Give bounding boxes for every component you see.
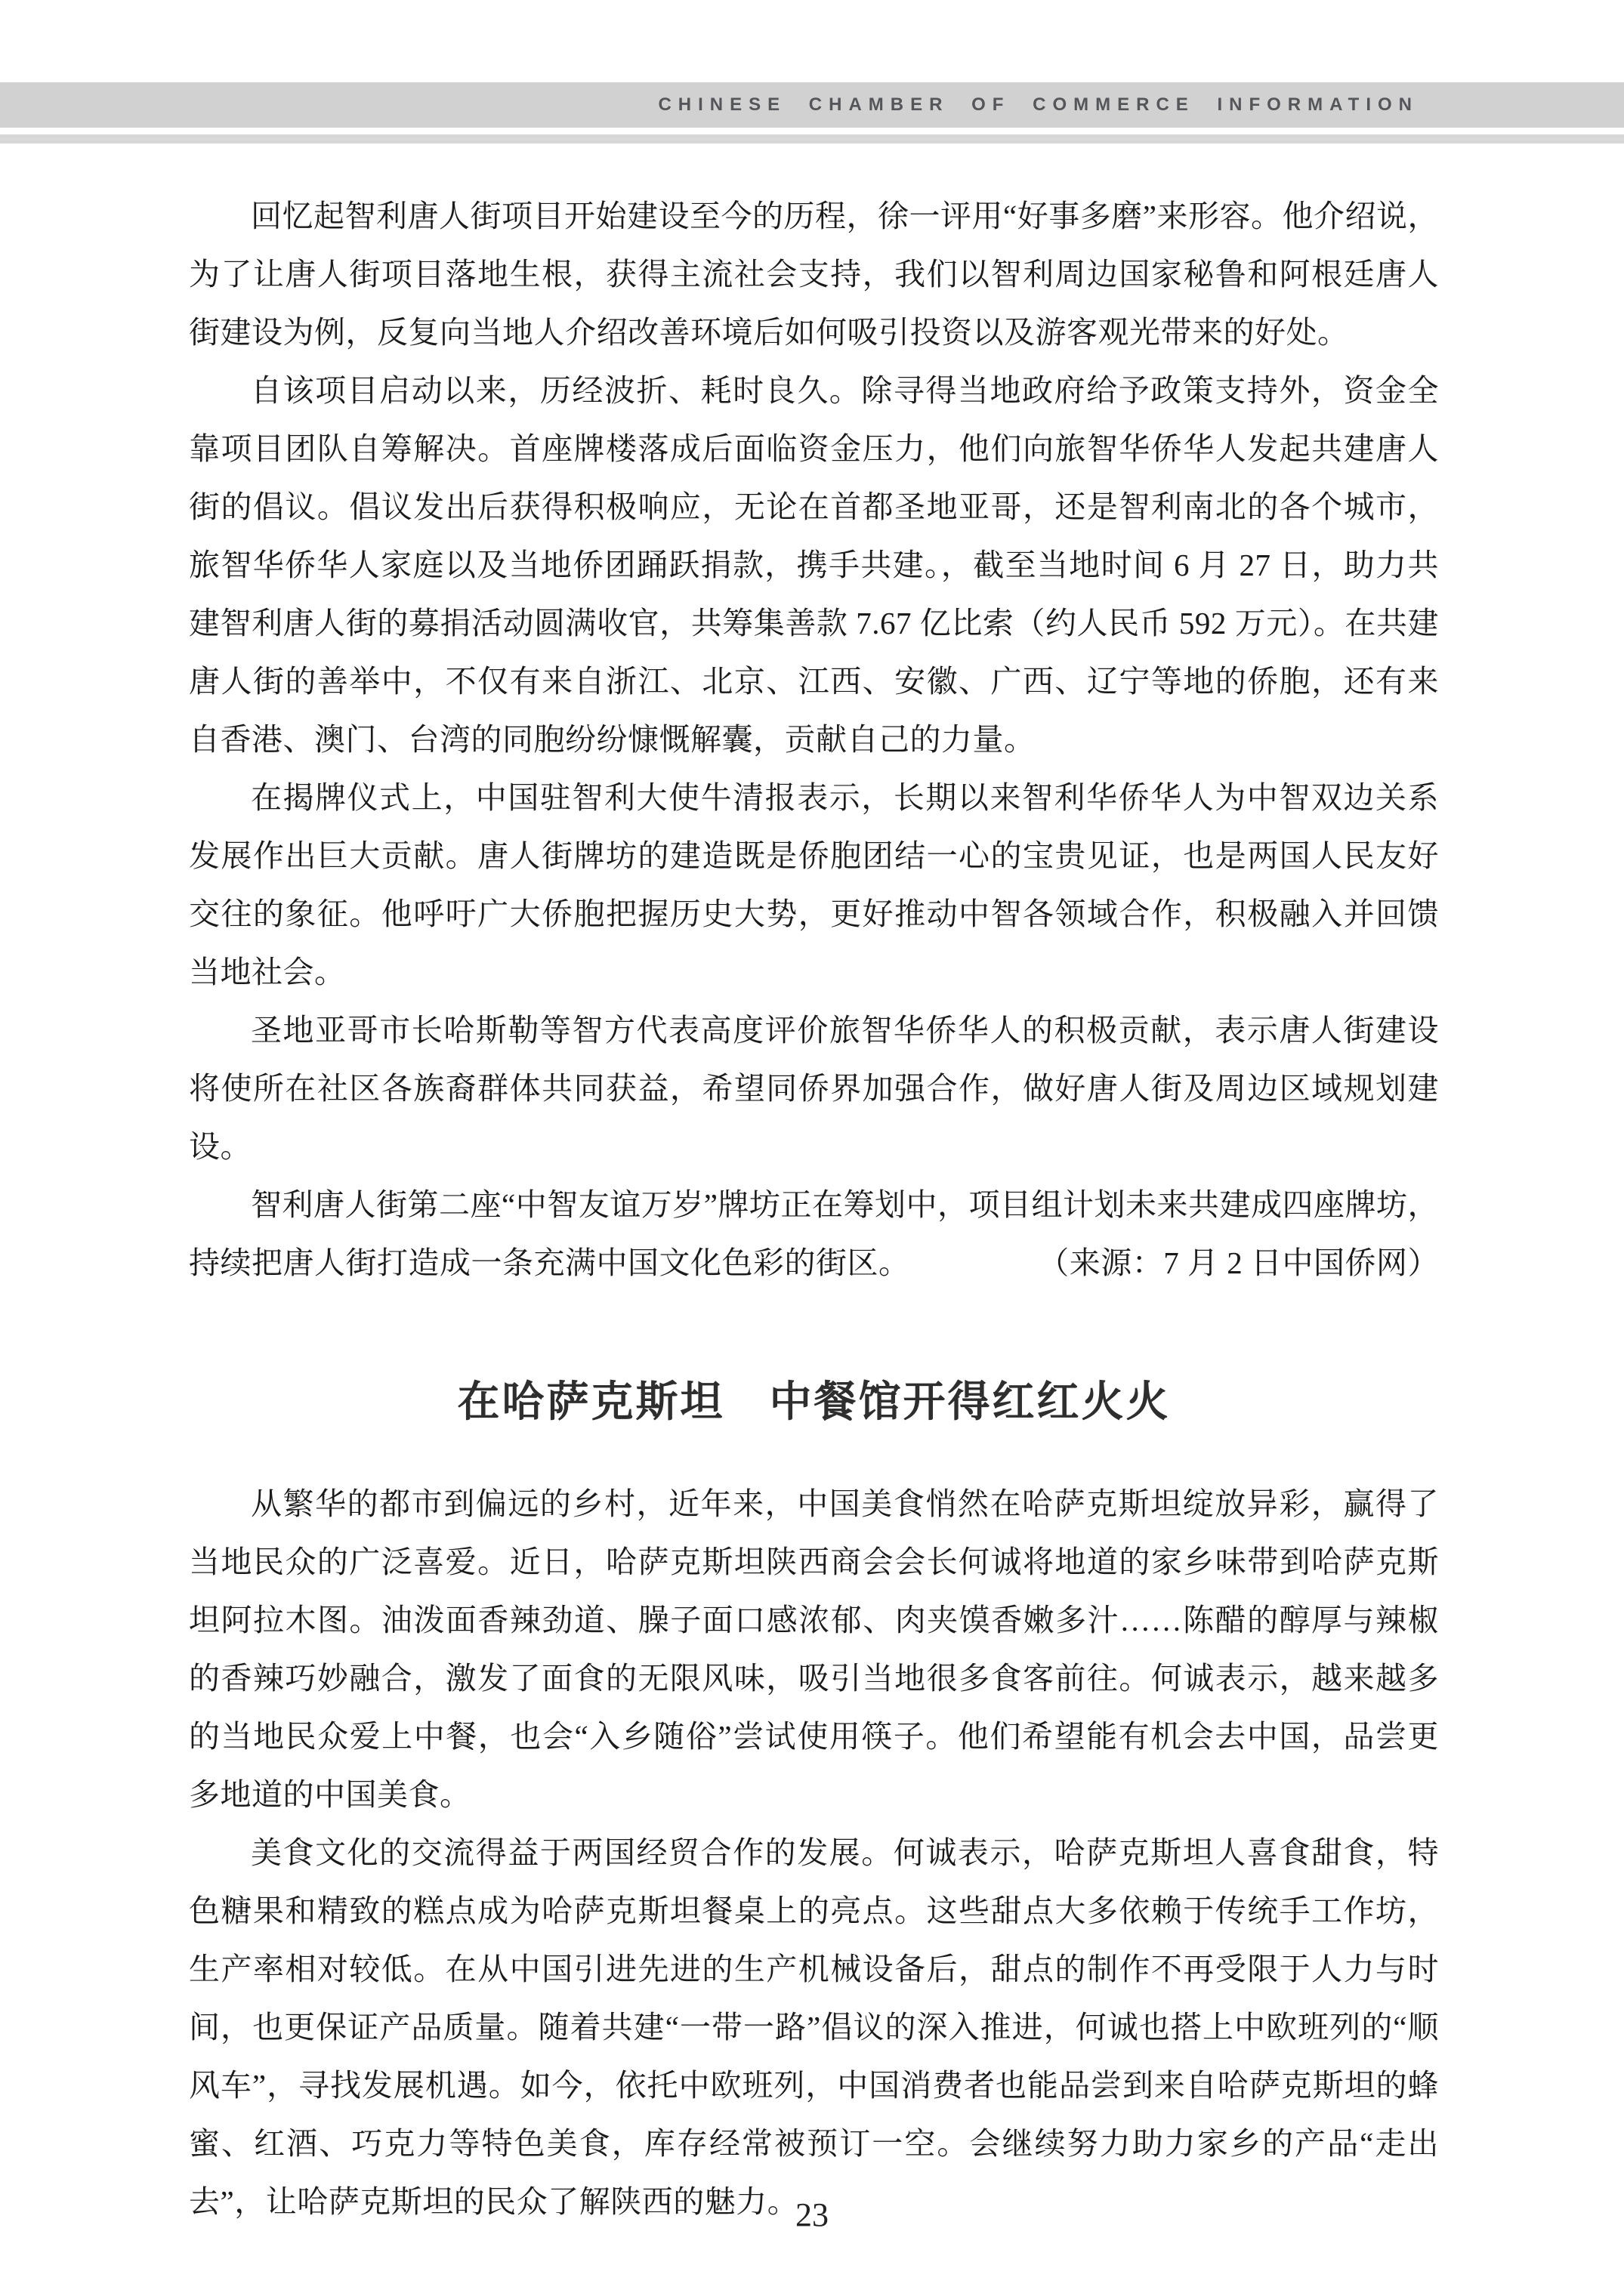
- source-note: （来源：7 月 2 日中国侨网）: [1038, 1245, 1439, 1280]
- article2-title: 在哈萨克斯坦 中餐馆开得红红火火: [457, 1378, 1171, 1425]
- article1-paragraph-3: 在揭牌仪式上，中国驻智利大使牛清报表示，长期以来智利华侨华人为中智双边关系发展作出巨大贡献。唐人街牌坊的建造既是侨胞团结一心的宝贵见证，也是两国人民友好交往的象征。他呼吁广大侨胞把握历史大势，更好推动中智各领域合作，积极融入并回馈当地社会。: [189, 780, 1439, 989]
- page-number: 23: [795, 2196, 829, 2233]
- article2-paragraph-2: 美食文化的交流得益于两国经贸合作的发展。何诚表示，哈萨克斯坦人喜食甜食，特色糖果和精致的糕点成为哈萨克斯坦餐桌上的亮点。这些甜点大多依赖于传统手工作坊，生产率相对较低。在从中国引进先进的生产机械设备后，甜点的制作不再受限于人力与时间，也更保证产品质量。随着共建“一带一路”倡议的深入推进，何诚也搭上中欧班列的“顺风车”，寻找发展机遇。如今，依托中欧班列，中国消费者也能品尝到来自哈萨克斯坦的蜂蜜、红酒、巧克力等特色美食，库存经常被预订一空。会继续努力助力家乡的产品“走出去”，让哈萨克斯坦的民众了解陕西的魅力。: [189, 1835, 1439, 2219]
- article1-paragraph-1: 回忆起智利唐人街项目开始建设至今的历程，徐一评用“好事多磨”来形容。他介绍说，为了让唐人街项目落地生根，获得主流社会支持，我们以智利周边国家秘鲁和阿根廷唐人街建设为例，反复向当地人介绍改善环境后如何吸引投资以及游客观光带来的好处。: [189, 199, 1439, 350]
- article1-paragraph-2: 自该项目启动以来，历经波折、耗时良久。除寻得当地政府给予政策支持外，资金全靠项目团队自筹解决。首座牌楼落成后面临资金压力，他们向旅智华侨华人发起共建唐人街的倡议。倡议发出后获得积极响应，无论在首都圣地亚哥，还是智利南北的各个城市，旅智华侨华人家庭以及当地侨团踊跃捐款，携手共建。，截至当地时间 6 月 27 日，助力共建智利唐人街的募捐活动圆满收官，共筹集善款 7.67 亿比索（约人民币 592 万元）。在共建唐人街的善举中，不仅有来自浙江、北京、江西、安徽、广西、辽宁等地的侨胞，还有来自香港、澳门、台湾的同胞纷纷慷慨解囊，贡献自己的力量。: [189, 373, 1439, 757]
- article2-paragraph-1: 从繁华的都市到偏远的乡村，近年来，中国美食悄然在哈萨克斯坦绽放异彩，赢得了当地民众的广泛喜爱。近日，哈萨克斯坦陕西商会会长何诚将地道的家乡味带到哈萨克斯坦阿拉木图。油泼面香辣劲道、臊子面口感浓郁、肉夹馍香嫩多汁……陈醋的醇厚与辣椒的香辣巧妙融合，激发了面食的无限风味，吸引当地很多食客前往。何诚表示，越来越多的当地民众爱上中餐，也会“入乡随俗”尝试使用筷子。他们希望能有机会去中国，品尝更多地道的中国美食。: [189, 1486, 1439, 1812]
- article1-paragraph-4: 圣地亚哥市长哈斯勒等智方代表高度评价旅智华侨华人的积极贡献，表示唐人街建设将使所在社区各族裔群体共同获益，希望同侨界加强合作，做好唐人街及周边区域规划建设。: [189, 1013, 1439, 1164]
- page-footer: [0, 2196, 1624, 2234]
- article1-paragraph-5-text: 智利唐人街第二座“中智友谊万岁”牌坊正在筹划中，项目组计划未来共建成四座牌坊，持续把唐人街打造成一条充满中国文化色彩的街区。: [189, 1187, 1439, 1280]
- article1-paragraph-5: [189, 1176, 1439, 1292]
- header-thin-bar: [0, 134, 1624, 144]
- header-bar: [0, 82, 1624, 128]
- article-area: [189, 187, 1439, 2231]
- header-title: CHINESE CHAMBER OF COMMERCE INFORMATION: [658, 94, 1419, 115]
